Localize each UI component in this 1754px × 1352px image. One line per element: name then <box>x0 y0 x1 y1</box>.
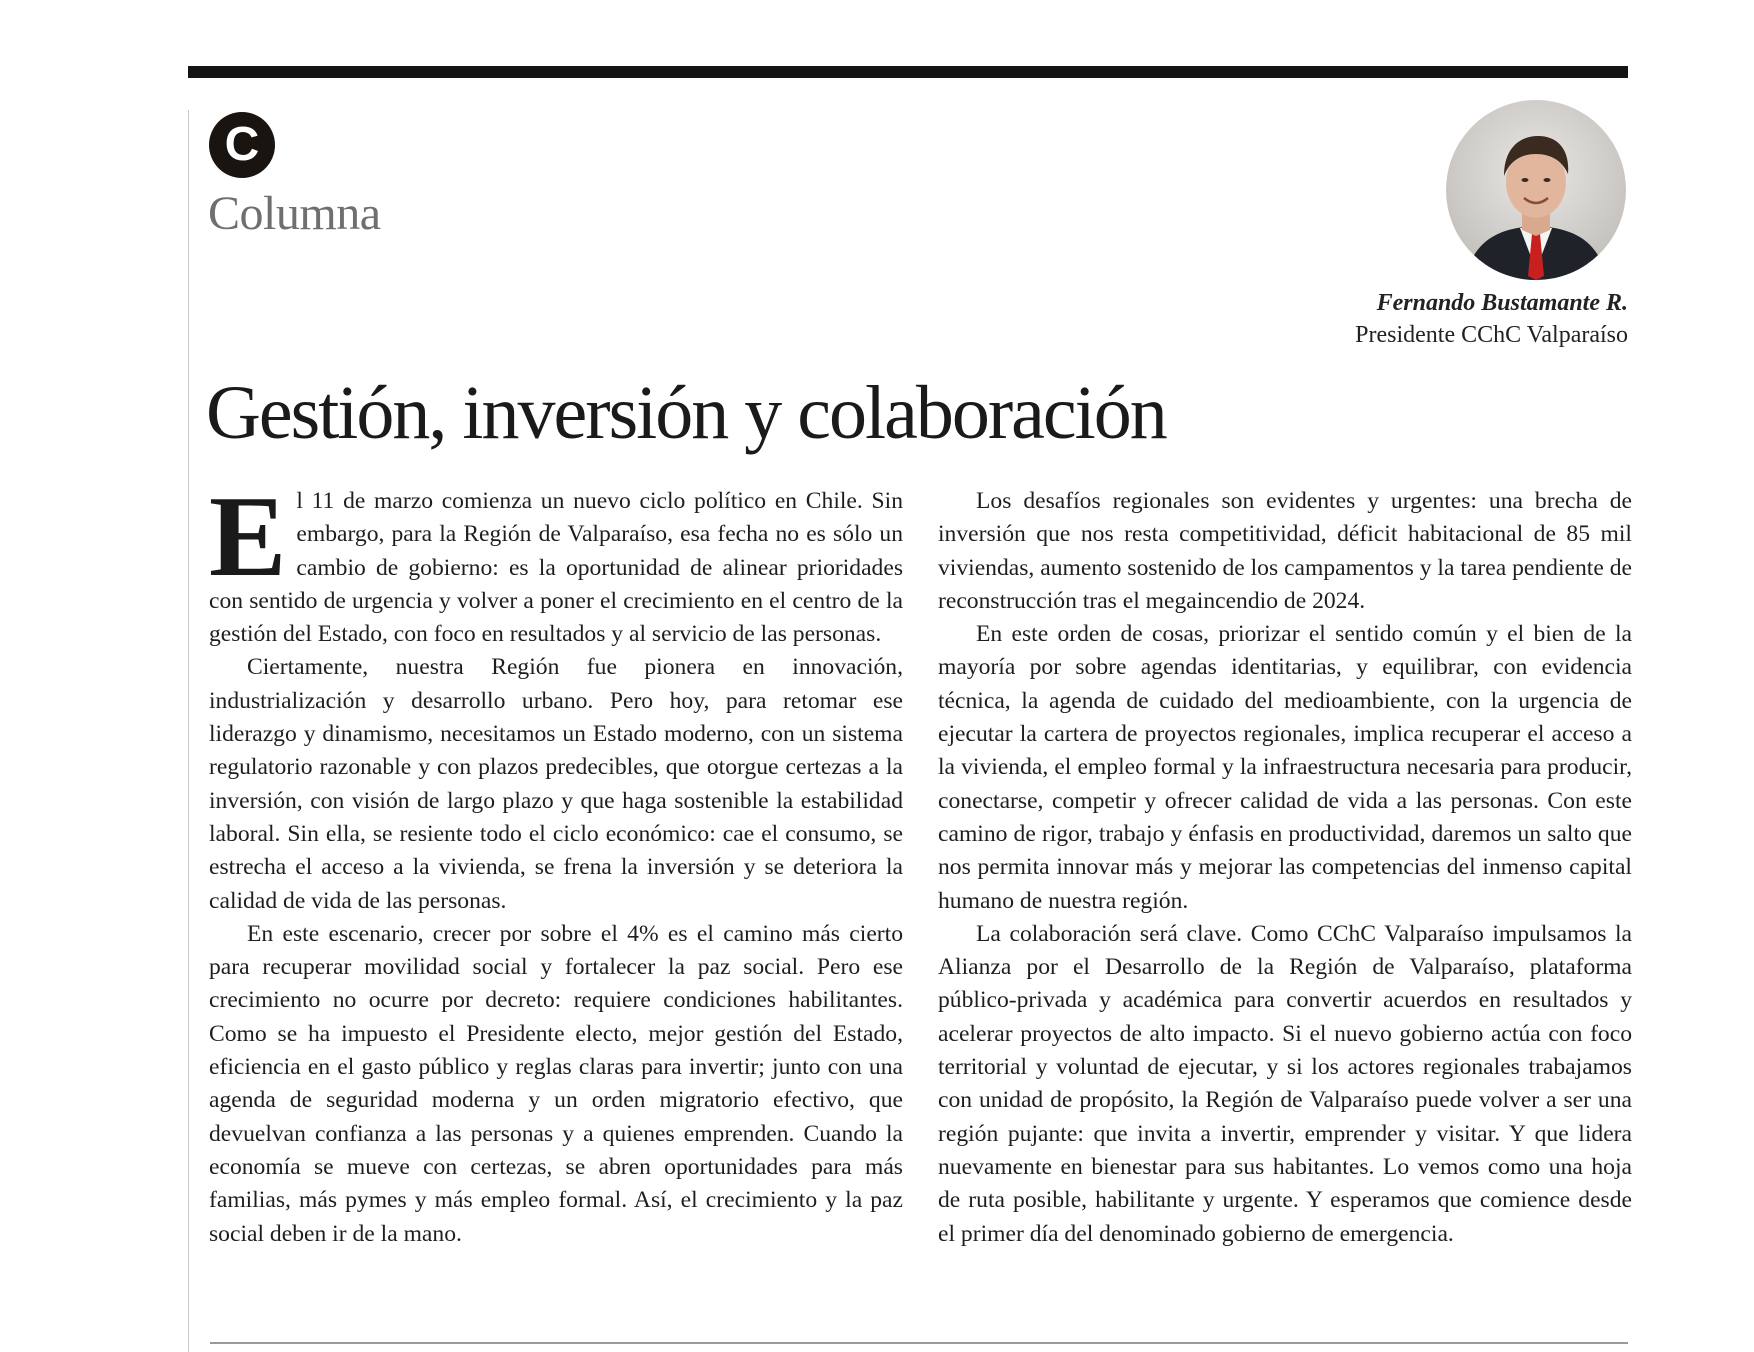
article-column-left <box>209 473 903 1251</box>
article-paragraph: En este orden de cosas, priorizar el sentido común y el bien de la mayoría por sobre agendas identitarias, y equilibrar, con evidencia técnica, la agenda de cuidado del medioambiente, con la urgencia de ejecutar la cartera de proyectos regionales, implica recuperar el acceso a la vivienda, el empleo formal y la infraestructura necesaria para producir, conectarse, competir y ofrecer calidad de vida a las personas. Con este camino de rigor, trabajo y énfasis en productividad, daremos un salto que nos permita innovar más y mejorar las competencias del inmenso capital humano de nuestra región. <box>938 621 1632 914</box>
article-paragraph: En este escenario, crecer por sobre el 4% es el camino más cierto para recuperar movilidad social y fortalecer la paz social. Pero ese crecimiento no ocurre por decreto: requiere condiciones habilitantes. Como se ha impuesto el Presidente electo, mejor gestión del Estado, eficiencia en el gasto público y reglas claras para invertir; junto con una agenda de seguridad moderna y un orden migratorio efectivo, que devuelvan confianza a las personas y a quienes emprenden. Cuando la economía se mueve con certezas, se abren oportunidades para más familias, más pymes y más empleo formal. Así, el crecimiento y la paz social deben ir de la mano. <box>209 920 903 1247</box>
author-name: Fernando Bustamante R. <box>1376 290 1628 316</box>
article-paragraph: Ciertamente, nuestra Región fue pionera en innovación, industrialización y desarrollo urbano. Pero hoy, para retomar ese liderazgo y dinamismo, necesitamos un Estado moderno, con un sistema regulatorio razonable y con plazos predecibles, que otorgue certezas a la inversión, con visión de largo plazo y que haga sostenible la estabilidad laboral. Sin ella, se resiente todo el ciclo económico: cae el consumo, se estrecha el acceso a la vivienda, se frena la inversión y se deteriora la calidad de vida de las personas. <box>209 654 903 914</box>
first-paragraph-text: l 11 de marzo comienza un nuevo ciclo político en Chile. Sin embargo, para la Región de Valparaíso, esa fecha no es sólo un cambio de gobierno: es la oportunidad de alinear prioridades con sentido de urgencia y volver a poner el crecimiento en el centro de la gestión del Estado, con foco en resultados y al servicio de las personas. <box>209 488 903 648</box>
bottom-rule <box>210 1342 1628 1344</box>
article-title: Gestión, inversión y colaboración <box>206 371 1166 455</box>
section-badge: C <box>209 112 275 178</box>
drop-cap: E <box>209 473 287 601</box>
section-label: Columna <box>208 187 381 240</box>
article-paragraph <box>209 473 903 651</box>
article-column-right <box>938 485 1632 1251</box>
article-paragraph: La colaboración será clave. Como CChC Valparaíso impulsamos la Alianza por el Desarrollo de la Región de Valparaíso, plataforma público-privada y académica para convertir acuerdos en resultados y acelerar proyectos de alto impacto. Si el nuevo gobierno actúa con foco territorial y voluntad de ejecutar, y si los actores regionales trabajamos con unidad de propósito, la Región de Valparaíso puede volver a ser una región pujante: que invita a invertir, emprender y visitar. Y que lidera nuevamente en bienestar para sus habitantes. Lo vemos como una hoja de ruta posible, habilitante y urgente. Y esperamos que comience desde el primer día del denominado gobierno de emergencia. <box>938 920 1632 1247</box>
author-role: Presidente CChC Valparaíso <box>1355 322 1628 348</box>
author-photo <box>1446 100 1626 280</box>
article-paragraph: Los desafíos regionales son evidentes y urgentes: una brecha de inversión que nos resta competitividad, déficit habitacional de 85 mil viviendas, aumento sostenido de los campamentos y la tarea pendiente de reconstrucción tras el megaincendio de 2024. <box>938 488 1632 614</box>
left-rule <box>188 110 189 1352</box>
top-rule <box>188 66 1628 78</box>
author-portrait-icon <box>1446 100 1626 280</box>
